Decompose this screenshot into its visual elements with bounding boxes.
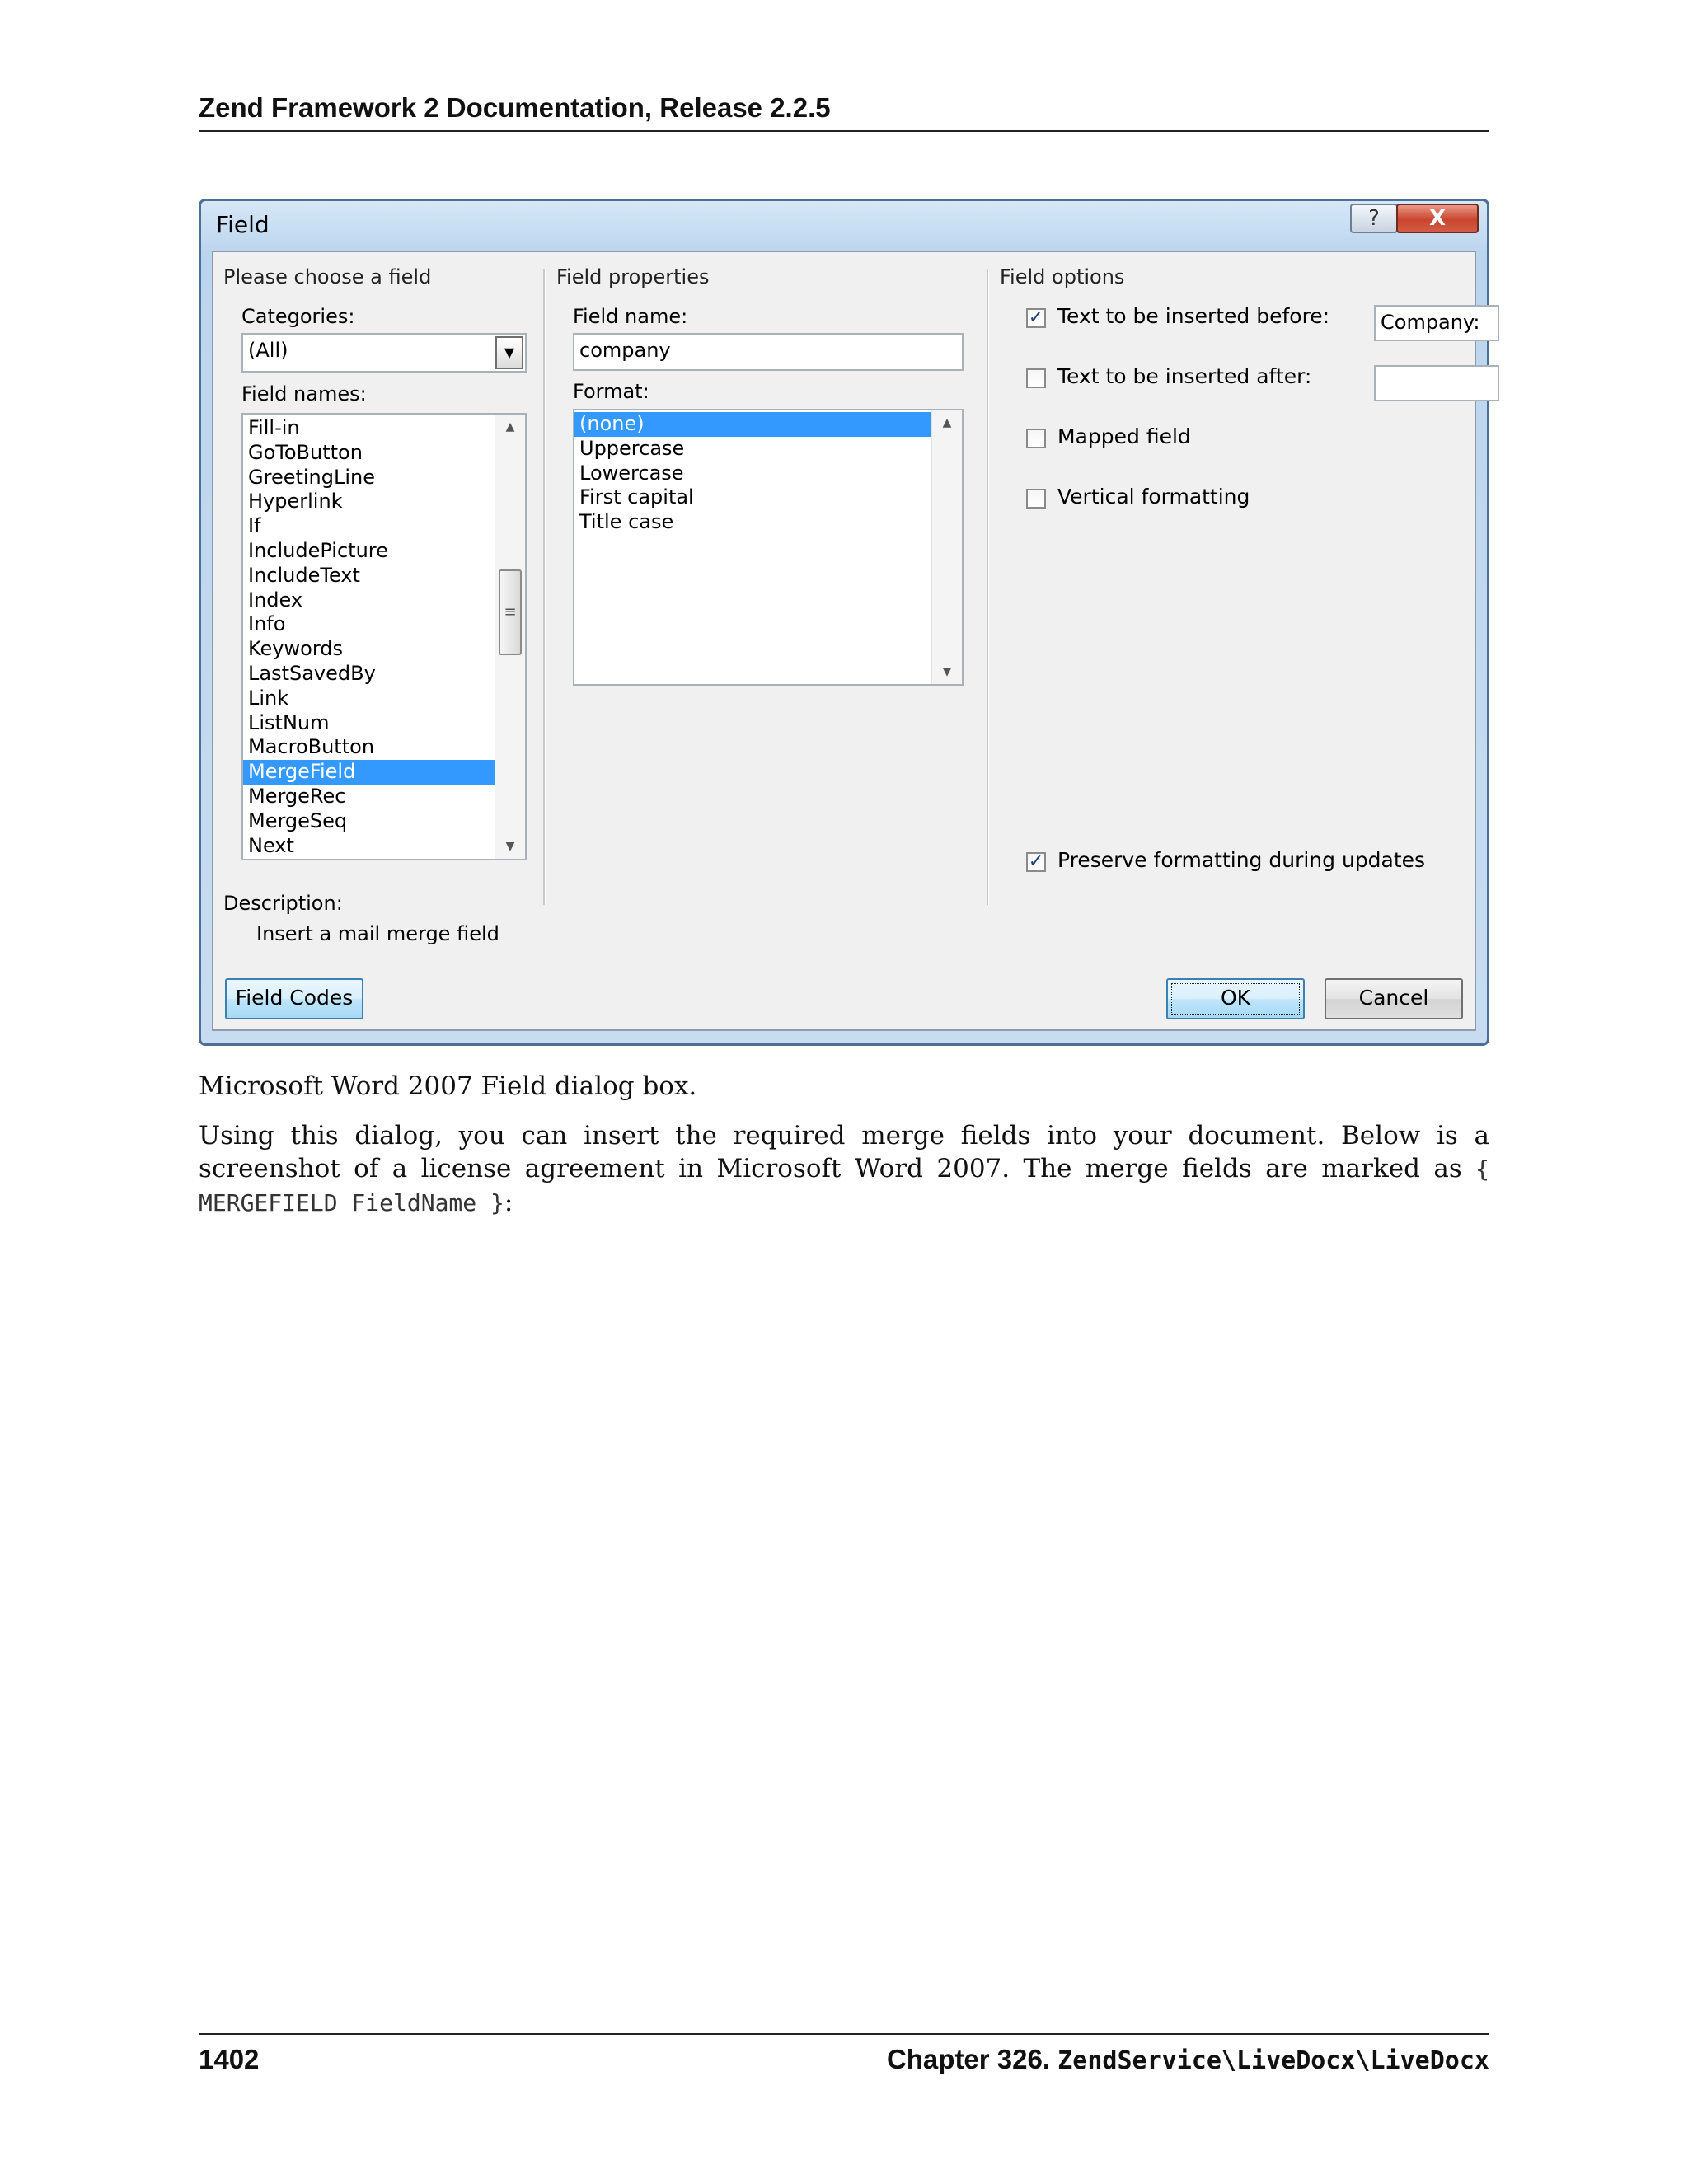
figure-caption: Microsoft Word 2007 Field dialog box. bbox=[199, 1071, 697, 1101]
list-item[interactable]: GreetingLine bbox=[248, 465, 376, 489]
categories-label: Categories: bbox=[241, 305, 355, 328]
after-text-input[interactable] bbox=[1374, 365, 1499, 401]
focus-ring bbox=[1171, 983, 1300, 1015]
scroll-down-icon[interactable]: ▼ bbox=[505, 840, 515, 853]
dialog-body bbox=[212, 251, 1480, 1031]
options-group-title: Field options bbox=[1000, 265, 1131, 288]
column-divider-2 bbox=[987, 269, 989, 905]
mapped-field-label: Mapped field bbox=[1057, 424, 1191, 448]
help-button[interactable] bbox=[1350, 204, 1398, 233]
close-icon: X bbox=[1428, 206, 1447, 231]
cancel-button[interactable]: Cancel bbox=[1325, 978, 1463, 1019]
format-scrollbar[interactable] bbox=[931, 410, 962, 684]
list-item[interactable]: Fill-in bbox=[248, 416, 300, 439]
after-checkbox[interactable] bbox=[1026, 368, 1046, 388]
chapter-title bbox=[887, 2044, 1489, 2075]
list-item[interactable]: MergeField bbox=[243, 760, 495, 785]
footer-rule bbox=[199, 2033, 1489, 2035]
field-name-label: Field name: bbox=[573, 305, 688, 328]
field-names-list[interactable] bbox=[241, 413, 527, 860]
before-text-input[interactable] bbox=[1374, 305, 1499, 341]
after-label: Text to be inserted after: bbox=[1057, 364, 1312, 388]
list-item[interactable]: Index bbox=[248, 588, 303, 612]
field-names-scrollbar[interactable] bbox=[495, 415, 525, 859]
scroll-up-icon[interactable]: ▲ bbox=[505, 420, 515, 434]
page-number: 1402 bbox=[199, 2044, 260, 2074]
list-item[interactable]: GoToButton bbox=[248, 440, 363, 464]
list-item[interactable]: Title case bbox=[579, 510, 674, 534]
description-label: Description: bbox=[223, 892, 343, 915]
list-item[interactable]: MergeSeq bbox=[248, 808, 348, 832]
ok-label: OK bbox=[1220, 986, 1251, 1010]
list-item[interactable]: Uppercase bbox=[579, 436, 685, 460]
categories-select[interactable] bbox=[241, 333, 527, 373]
scroll-down-icon[interactable]: ▼ bbox=[942, 665, 952, 678]
field-codes-button[interactable]: Field Codes bbox=[225, 978, 363, 1019]
preserve-formatting-label: Preserve formatting during updates bbox=[1057, 848, 1426, 872]
paragraph-text: Using this dialog, you can insert the required merge fields into your document. Below is a screenshot of a license agreement in Microsoft Word 2007. The merge fields are marked as bbox=[199, 1121, 1489, 1183]
list-item[interactable]: Hyperlink bbox=[248, 490, 343, 513]
chapter-code: ZendService\LiveDocx\LiveDocx bbox=[1057, 2046, 1489, 2075]
list-item[interactable]: IncludePicture bbox=[248, 538, 388, 562]
vertical-formatting-checkbox[interactable] bbox=[1026, 489, 1046, 509]
list-item[interactable]: MergeRec bbox=[248, 784, 346, 808]
list-item[interactable]: IncludeText bbox=[248, 563, 360, 587]
field-names-label: Field names: bbox=[241, 382, 367, 405]
scroll-thumb[interactable]: ≡ bbox=[499, 569, 522, 655]
field-dialog bbox=[199, 199, 1489, 1046]
field-name-value: company bbox=[579, 339, 671, 362]
list-item[interactable]: LastSavedBy bbox=[248, 661, 376, 685]
help-icon: ? bbox=[1368, 206, 1380, 231]
list-item[interactable]: Next bbox=[248, 833, 294, 857]
inline-code: { MERGEFIELD FieldName } bbox=[199, 1155, 1489, 1216]
format-items bbox=[574, 412, 932, 535]
vertical-formatting-label: Vertical formatting bbox=[1057, 485, 1250, 509]
description-text: Insert a mail merge field bbox=[256, 922, 499, 945]
format-list[interactable] bbox=[573, 409, 964, 686]
paragraph-end: : bbox=[504, 1188, 513, 1217]
before-label: Text to be inserted before: bbox=[1057, 304, 1330, 328]
categories-value: (All) bbox=[248, 339, 288, 362]
ok-button[interactable] bbox=[1166, 978, 1305, 1019]
list-item[interactable]: First capital bbox=[579, 485, 694, 509]
chapter-prefix: Chapter 326. bbox=[886, 2044, 1051, 2074]
list-item[interactable]: ListNum bbox=[248, 710, 330, 734]
list-item[interactable]: MacroButton bbox=[248, 735, 375, 759]
choose-group-title: Please choose a field bbox=[223, 265, 438, 288]
chevron-down-icon[interactable]: ▼ bbox=[495, 336, 523, 369]
header-rule bbox=[199, 130, 1489, 132]
list-item[interactable]: Info bbox=[248, 612, 286, 636]
list-item[interactable]: Keywords bbox=[248, 637, 344, 661]
list-item[interactable]: Link bbox=[248, 686, 289, 710]
field-names-items bbox=[243, 416, 495, 858]
before-text-value: Company: bbox=[1381, 311, 1480, 334]
mapped-field-checkbox[interactable] bbox=[1026, 429, 1046, 448]
column-divider-1 bbox=[543, 269, 546, 905]
body-paragraph bbox=[199, 1119, 1489, 1220]
list-item[interactable]: (none) bbox=[574, 412, 932, 437]
preserve-formatting-checkbox[interactable]: ✓ bbox=[1026, 852, 1046, 872]
close-button[interactable] bbox=[1396, 204, 1479, 233]
field-name-input[interactable] bbox=[573, 333, 964, 371]
running-header: Zend Framework 2 Documentation, Release 2.2.5 bbox=[199, 92, 831, 123]
format-label: Format: bbox=[573, 380, 649, 403]
before-checkbox[interactable]: ✓ bbox=[1026, 308, 1046, 328]
dialog-title: Field bbox=[216, 211, 270, 238]
list-item[interactable]: Lowercase bbox=[579, 461, 684, 485]
scroll-up-icon[interactable]: ▲ bbox=[942, 416, 952, 429]
list-item[interactable]: If bbox=[248, 514, 261, 538]
properties-group-title: Field properties bbox=[556, 265, 716, 288]
